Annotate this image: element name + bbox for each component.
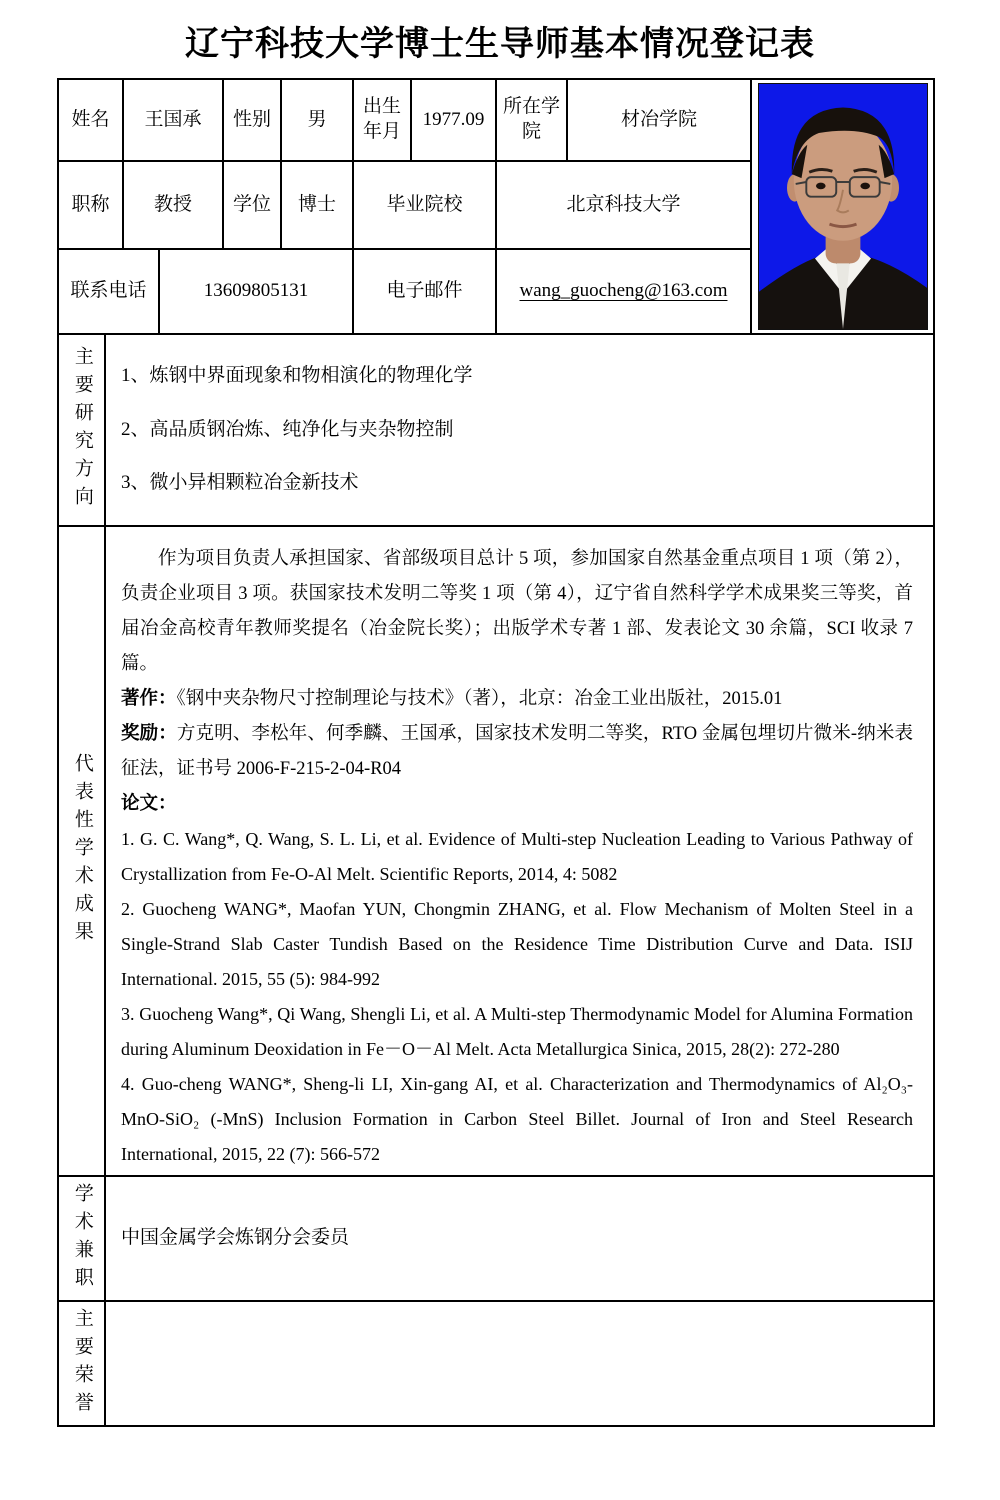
research-directions-list: [106, 335, 933, 525]
portrait-photo: [758, 83, 928, 330]
name-value: 王国承: [122, 78, 224, 162]
award-value: 方克明、李松年、何季麟、王国承，国家技术发明二等奖，RTO 金属包埋切片微米-纳米表征法，证书号 2006-F-215-2-04-R04: [121, 724, 913, 779]
job-title-label: 职称: [57, 160, 124, 250]
portrait-illustration: [759, 84, 927, 329]
paper-item: 3. Guocheng Wang*, Qi Wang, Shengli Li, et al. A Multi-step Thermodynamic Model for Alumina Formation during Aluminum Deoxidation in Fe－O－Al Melt. Acta Metallurgica Sinica, 2015, 28(2): 272-280: [121, 1004, 913, 1059]
birth-value: 1977.09: [410, 78, 497, 162]
email-label: 电子邮件: [352, 248, 497, 335]
award-line: [121, 717, 913, 787]
gender-label: 性别: [222, 78, 282, 162]
research-direction-item: 2、高品质钢冶炼、纯净化与夹杂物控制: [121, 418, 454, 440]
award-label: 奖励：: [121, 724, 177, 744]
job-title-value: 教授: [122, 160, 224, 250]
college-value: 材冶学院: [566, 78, 752, 162]
memberships-label: 学术兼职: [57, 1175, 106, 1302]
book-label: 著作：: [121, 689, 177, 709]
research-direction-item: 3、微小异相颗粒冶金新技术: [121, 472, 359, 494]
page-title: 辽宁科技大学博士生导师基本情况登记表: [185, 25, 815, 63]
paper-item: 4. Guo-cheng WANG*, Sheng-li LI, Xin-gang AI, et al. Characterization and Thermodynamics of Al₂O₃-MnO-SiO₂ (-MnS) Inclusion Formation in Carbon Steel Billet. Journal of Iron and Steel Research International, 2015, 22 (7): 566-572: [121, 1074, 913, 1164]
book-line: [121, 682, 913, 717]
paper-item: 2. Guocheng WANG*, Maofan YUN, Chongmin ZHANG, et al. Flow Mechanism of Molten Steel in a Single-Strand Slab Caster Tundish Based on the Residence Time Distribution Curve and Data. ISIJ International. 2015, 55 (5): 984-992: [121, 899, 913, 989]
memberships-cell: [104, 1175, 935, 1302]
college-label: 所在学院: [495, 78, 568, 162]
achievements-cell: [104, 525, 935, 1177]
research-directions-label: 主要研究方向: [57, 333, 106, 527]
achievements-intro: 作为项目负责人承担国家、省部级项目总计 5 项，参加国家自然基金重点项目 1 项（第 2），负责企业项目 3 项。获国家技术发明二等奖 1 项（第 4），辽宁省自然科学学术成果奖三等奖，首届冶金高校青年教师奖提名（冶金院长奖）；出版学术专著 1 部、发表论文 30 余篇，SCI 收录 7 篇。: [121, 549, 913, 674]
paper-item: 1. G. C. Wang*, Q. Wang, S. L. Li, et al. Evidence of Multi-step Nucleation Leading to Various Pathway of Crystallization from Fe-O-Al Melt. Scientific Reports, 2014, 4: 5082: [121, 829, 913, 884]
degree-label: 学位: [222, 160, 282, 250]
achievements-label: 代表性学术成果: [57, 525, 106, 1177]
phone-label: 联系电话: [57, 248, 160, 335]
membership-value: 中国金属学会炼钢分会委员: [121, 1227, 350, 1249]
honors-value: [106, 1302, 121, 1425]
school-value: 北京科技大学: [495, 160, 752, 250]
gender-value: 男: [280, 78, 354, 162]
phone-value: 13609805131: [158, 248, 354, 335]
birth-label: 出生年月: [352, 78, 412, 162]
photo-cell: [750, 78, 935, 335]
research-directions-cell: [104, 333, 935, 527]
book-value: 《钢中夹杂物尺寸控制理论与技术》（著），北京：冶金工业出版社，2015.01: [176, 689, 783, 709]
research-direction-item: 1、炼钢中界面现象和物相演化的物理化学: [121, 364, 473, 386]
honors-label: 主要荣誉: [57, 1300, 106, 1427]
honors-cell: [104, 1300, 935, 1427]
papers-label: 论文：: [121, 794, 177, 814]
email-value-cell: [495, 248, 752, 335]
email-link[interactable]: wang_guocheng@163.com: [519, 280, 728, 302]
degree-value: 博士: [280, 160, 354, 250]
name-label: 姓名: [57, 78, 124, 162]
achievements-content: [106, 527, 933, 1175]
school-label: 毕业院校: [352, 160, 497, 250]
